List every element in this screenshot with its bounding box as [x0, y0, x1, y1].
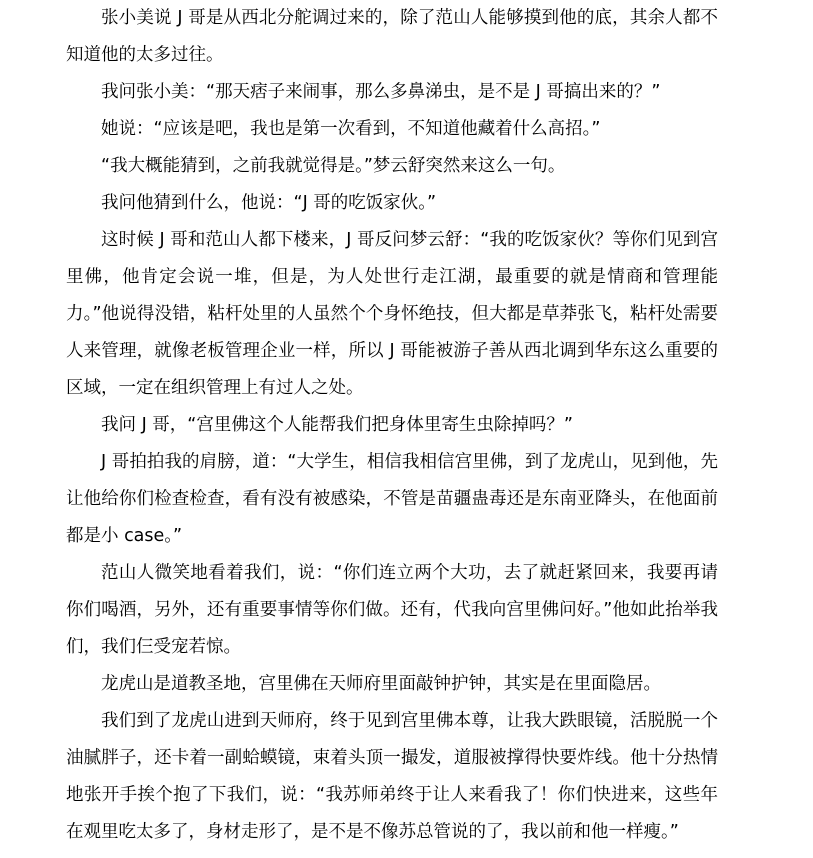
- paragraph: 我们到了龙虎山进到天师府，终于见到宫里佛本尊，让我大跌眼镜，活脱脱一个油腻胖子，还卡着一副蛤蟆镜，束着头顶一撮发，道服被撑得快要炸线。他十分热情地张开手挨个抱了下我们，说：“我苏师弟终于让人来看我了！你们快进来，这些年在观里吃太多了，身材走形了，是不是不像苏总管说的了，我以前和他一样瘦。”: [66, 711, 718, 842]
- paragraph: 这时候 J 哥和范山人都下楼来，J 哥反问梦云舒：“我的吃饭家伙？等你们见到宫里佛，他肯定会说一堆，但是，为人处世行走江湖，最重要的就是情商和管理能力。”他说得没错，粘杆处里的人虽然个个身怀绝技，但大都是草莽张飞，粘杆处需要人来管理，就像老板管理企业一样，所以 J 哥能被游子善从西北调到华东这么重要的区域，一定在组织管理上有过人之处。: [66, 230, 718, 398]
- paragraph: J 哥拍拍我的肩膀，道：“大学生，相信我相信宫里佛，到了龙虎山，见到他，先让他给你们检查检查，看有没有被感染，不管是苗疆蛊毒还是东南亚降头，在他面前都是小 case。”: [66, 452, 718, 546]
- paragraph: 范山人微笑地看着我们，说：“你们连立两个大功，去了就赶紧回来，我要再请你们喝酒，另外，还有重要事情等你们做。还有，代我向宫里佛问好。”他如此抬举我们，我们仨受宠若惊。: [66, 563, 718, 657]
- document-body: [66, 0, 718, 851]
- paragraph: 张小美说 J 哥是从西北分舵调过来的，除了范山人能够摸到他的底，其余人都不知道他的太多过往。: [66, 8, 718, 65]
- paragraph: 我问他猜到什么，他说：“J 哥的吃饭家伙。”: [101, 193, 437, 213]
- paragraph: 我问 J 哥，“宫里佛这个人能帮我们把身体里寄生虫除掉吗？”: [101, 415, 573, 435]
- paragraph: 她说：“应该是吧，我也是第一次看到，不知道他藏着什么高招。”: [101, 119, 601, 139]
- paragraph: 龙虎山是道教圣地，宫里佛在天师府里面敲钟护钟，其实是在里面隐居。: [101, 674, 661, 694]
- paragraph: 我问张小美：“那天痞子来闹事，那么多鼻涕虫，是不是 J 哥搞出来的？”: [101, 82, 661, 102]
- paragraph: “我大概能猜到，之前我就觉得是。”梦云舒突然来这么一句。: [101, 156, 566, 176]
